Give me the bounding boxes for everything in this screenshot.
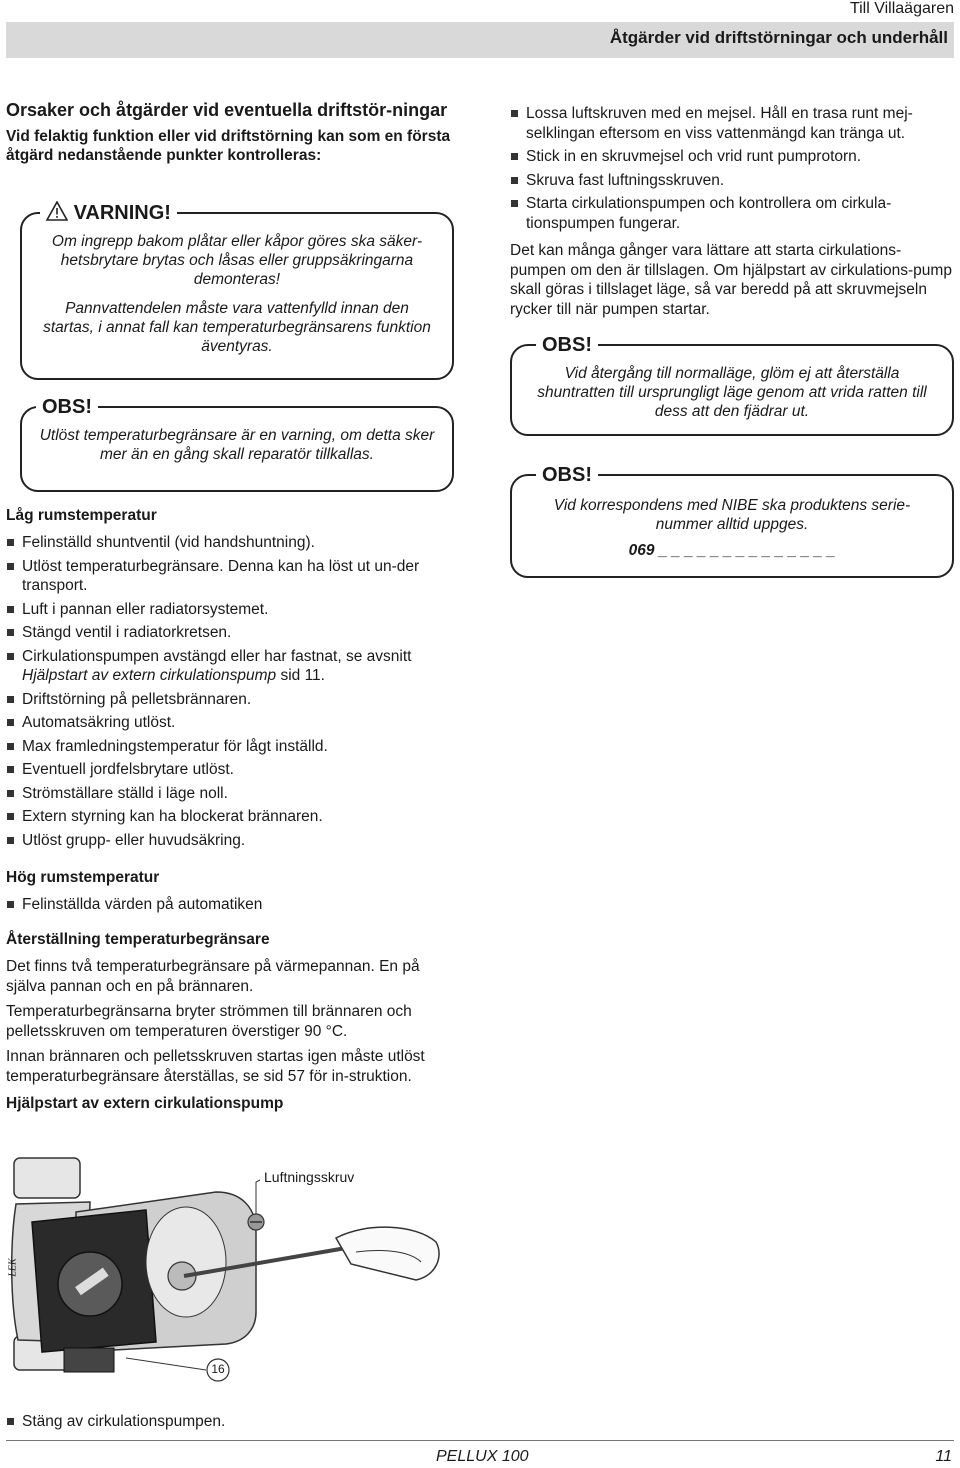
pump-help-title: Hjälpstart av extern cirkulationspump bbox=[6, 1095, 284, 1112]
warning-triangle-icon bbox=[46, 202, 74, 224]
pump-item-ref: Hjälpstart av extern cirkulationspump bbox=[22, 667, 277, 684]
list-item: Utlöst grupp- eller huvudsäkring. bbox=[6, 831, 456, 851]
list-item: Extern styrning kan ha blockerat brännaren. bbox=[6, 807, 456, 827]
list-item: Strömställare ställd i läge noll. bbox=[6, 784, 456, 804]
list-item: Stick in en skruvmejsel och vrid runt pumprotorn. bbox=[510, 147, 956, 167]
pump-item-text: Cirkulationspumpen avstängd eller har fastnat, se avsnitt bbox=[22, 647, 412, 665]
high-temp-section bbox=[6, 868, 456, 919]
low-temp-list bbox=[6, 533, 456, 850]
list-item: Eventuell jordfelsbrytare utlöst. bbox=[6, 760, 456, 780]
list-item: Stäng av cirkulationspumpen. bbox=[6, 1412, 456, 1432]
right-list bbox=[510, 104, 956, 233]
header-bar bbox=[6, 22, 954, 58]
warning-text-2: Pannvattendelen måste vara vattenfylld innan den startas, i annat fall kan temperaturbegränsarens funktion äventyras. bbox=[43, 300, 431, 355]
figure-callout: Luftningsskruv bbox=[264, 1169, 355, 1185]
intro-text: Vid felaktig funktion eller vid driftstörning kan som en första åtgärd nedanstående punkter kontrolleras: bbox=[6, 128, 451, 164]
list-item: Felinställda värden på automatiken bbox=[6, 895, 456, 915]
obs-text-1: Utlöst temperaturbegränsare är en varning, om detta sker mer än en gång skall reparatör tillkallas. bbox=[39, 427, 435, 463]
list-item: Driftstörning på pelletsbrännaren. bbox=[6, 690, 456, 710]
header-title: Åtgärder vid driftstörningar och underhåll bbox=[609, 28, 948, 47]
figure-number: 16 bbox=[211, 1362, 225, 1376]
warning-box bbox=[20, 202, 454, 380]
pump-illustration bbox=[6, 1152, 476, 1389]
obs-label-3: OBS! bbox=[536, 464, 598, 486]
right-paragraph: Det kan många gånger vara lättare att starta cirkulations-pumpen om den är tillslagen. Om hjälpstart av cirkulations-pump skall göras i tillslaget läge, så var beredd på att skruvmejseln rycker till när pumpen startar. bbox=[510, 242, 952, 318]
footer-divider bbox=[6, 1440, 954, 1441]
last-item-block bbox=[6, 1412, 456, 1436]
reset-section bbox=[6, 930, 456, 1113]
obs-label-2: OBS! bbox=[536, 334, 598, 356]
obs-box-1 bbox=[20, 396, 454, 492]
list-item: Lossa luftskruven med en mejsel. Håll en trasa runt mej-selklingan eftersom en viss vattenmängd kan tränga ut. bbox=[510, 104, 956, 143]
pump-item-page: sid 11. bbox=[280, 667, 325, 684]
serial-number-field: 069 _ _ _ _ _ _ _ _ _ _ _ _ _ _ bbox=[628, 542, 836, 559]
list-item: Skruva fast luftningsskruven. bbox=[510, 171, 956, 191]
obs-box-2 bbox=[510, 334, 954, 436]
section-heading: Orsaker och åtgärder vid eventuella driftstör-ningar bbox=[6, 100, 448, 120]
reset-title: Återställning temperaturbegränsare bbox=[6, 931, 270, 948]
list-item: Automatsäkring utlöst. bbox=[6, 713, 456, 733]
left-heading-block bbox=[6, 100, 456, 165]
warning-text-1: Om ingrepp bakom plåtar eller kåpor göres ska säker-hetsbrytare brytas och låsas eller gruppsäkringarna demonteras! bbox=[51, 233, 423, 288]
list-item: Luft i pannan eller radiatorsystemet. bbox=[6, 600, 456, 620]
footer-page-number: 11 bbox=[935, 1448, 952, 1465]
list-item: Utlöst temperaturbegränsare. Denna kan ha löst ut un-der transport. bbox=[6, 557, 456, 596]
last-list bbox=[6, 1412, 456, 1432]
warning-body bbox=[38, 232, 436, 366]
list-item: Stängd ventil i radiatorkretsen. bbox=[6, 623, 456, 643]
header-section: Till Villaägaren bbox=[849, 0, 954, 17]
obs-text-2: Vid återgång till normalläge, glöm ej att återställa shuntratten till ursprungligt läge genom att vrida ratten till dess att den fjädrar ut. bbox=[537, 365, 927, 420]
list-item-pump bbox=[6, 647, 456, 686]
warning-label-wrap bbox=[40, 201, 177, 224]
list-item: Max framledningstemperatur för lågt inställd. bbox=[6, 737, 456, 757]
right-column bbox=[510, 104, 956, 325]
obs-box-3 bbox=[510, 464, 954, 578]
reset-text-3: Innan brännaren och pelletsskruven startas igen måste utlöst temperaturbegränsare återställas, se sid 57 för in-struktion. bbox=[6, 1048, 425, 1085]
warning-label: VARNING! bbox=[73, 202, 171, 224]
obs-label-1: OBS! bbox=[36, 396, 98, 418]
obs-text-3: Vid korrespondens med NIBE ska produktens serie-nummer alltid uppges. bbox=[553, 497, 911, 533]
high-temp-list bbox=[6, 895, 456, 915]
reset-text-2: Temperaturbegränsarna bryter strömmen till brännaren och pelletsskruven om temperaturen överstiger 90 °C. bbox=[6, 1003, 412, 1040]
list-item: Starta cirkulationspumpen och kontrollera om cirkula-tionspumpen fungerar. bbox=[510, 194, 956, 233]
footer-product: PELLUX 100 bbox=[436, 1448, 529, 1465]
high-temp-title: Hög rumstemperatur bbox=[6, 869, 160, 886]
list-item: Felinställd shuntventil (vid handshuntning). bbox=[6, 533, 456, 553]
low-temp-section bbox=[6, 506, 456, 854]
figure-side-text: LEK bbox=[7, 1258, 19, 1277]
reset-text-1: Det finns två temperaturbegränsare på värmepannan. En på själva pannan och en på brännaren. bbox=[6, 958, 420, 995]
low-temp-title: Låg rumstemperatur bbox=[6, 507, 157, 524]
